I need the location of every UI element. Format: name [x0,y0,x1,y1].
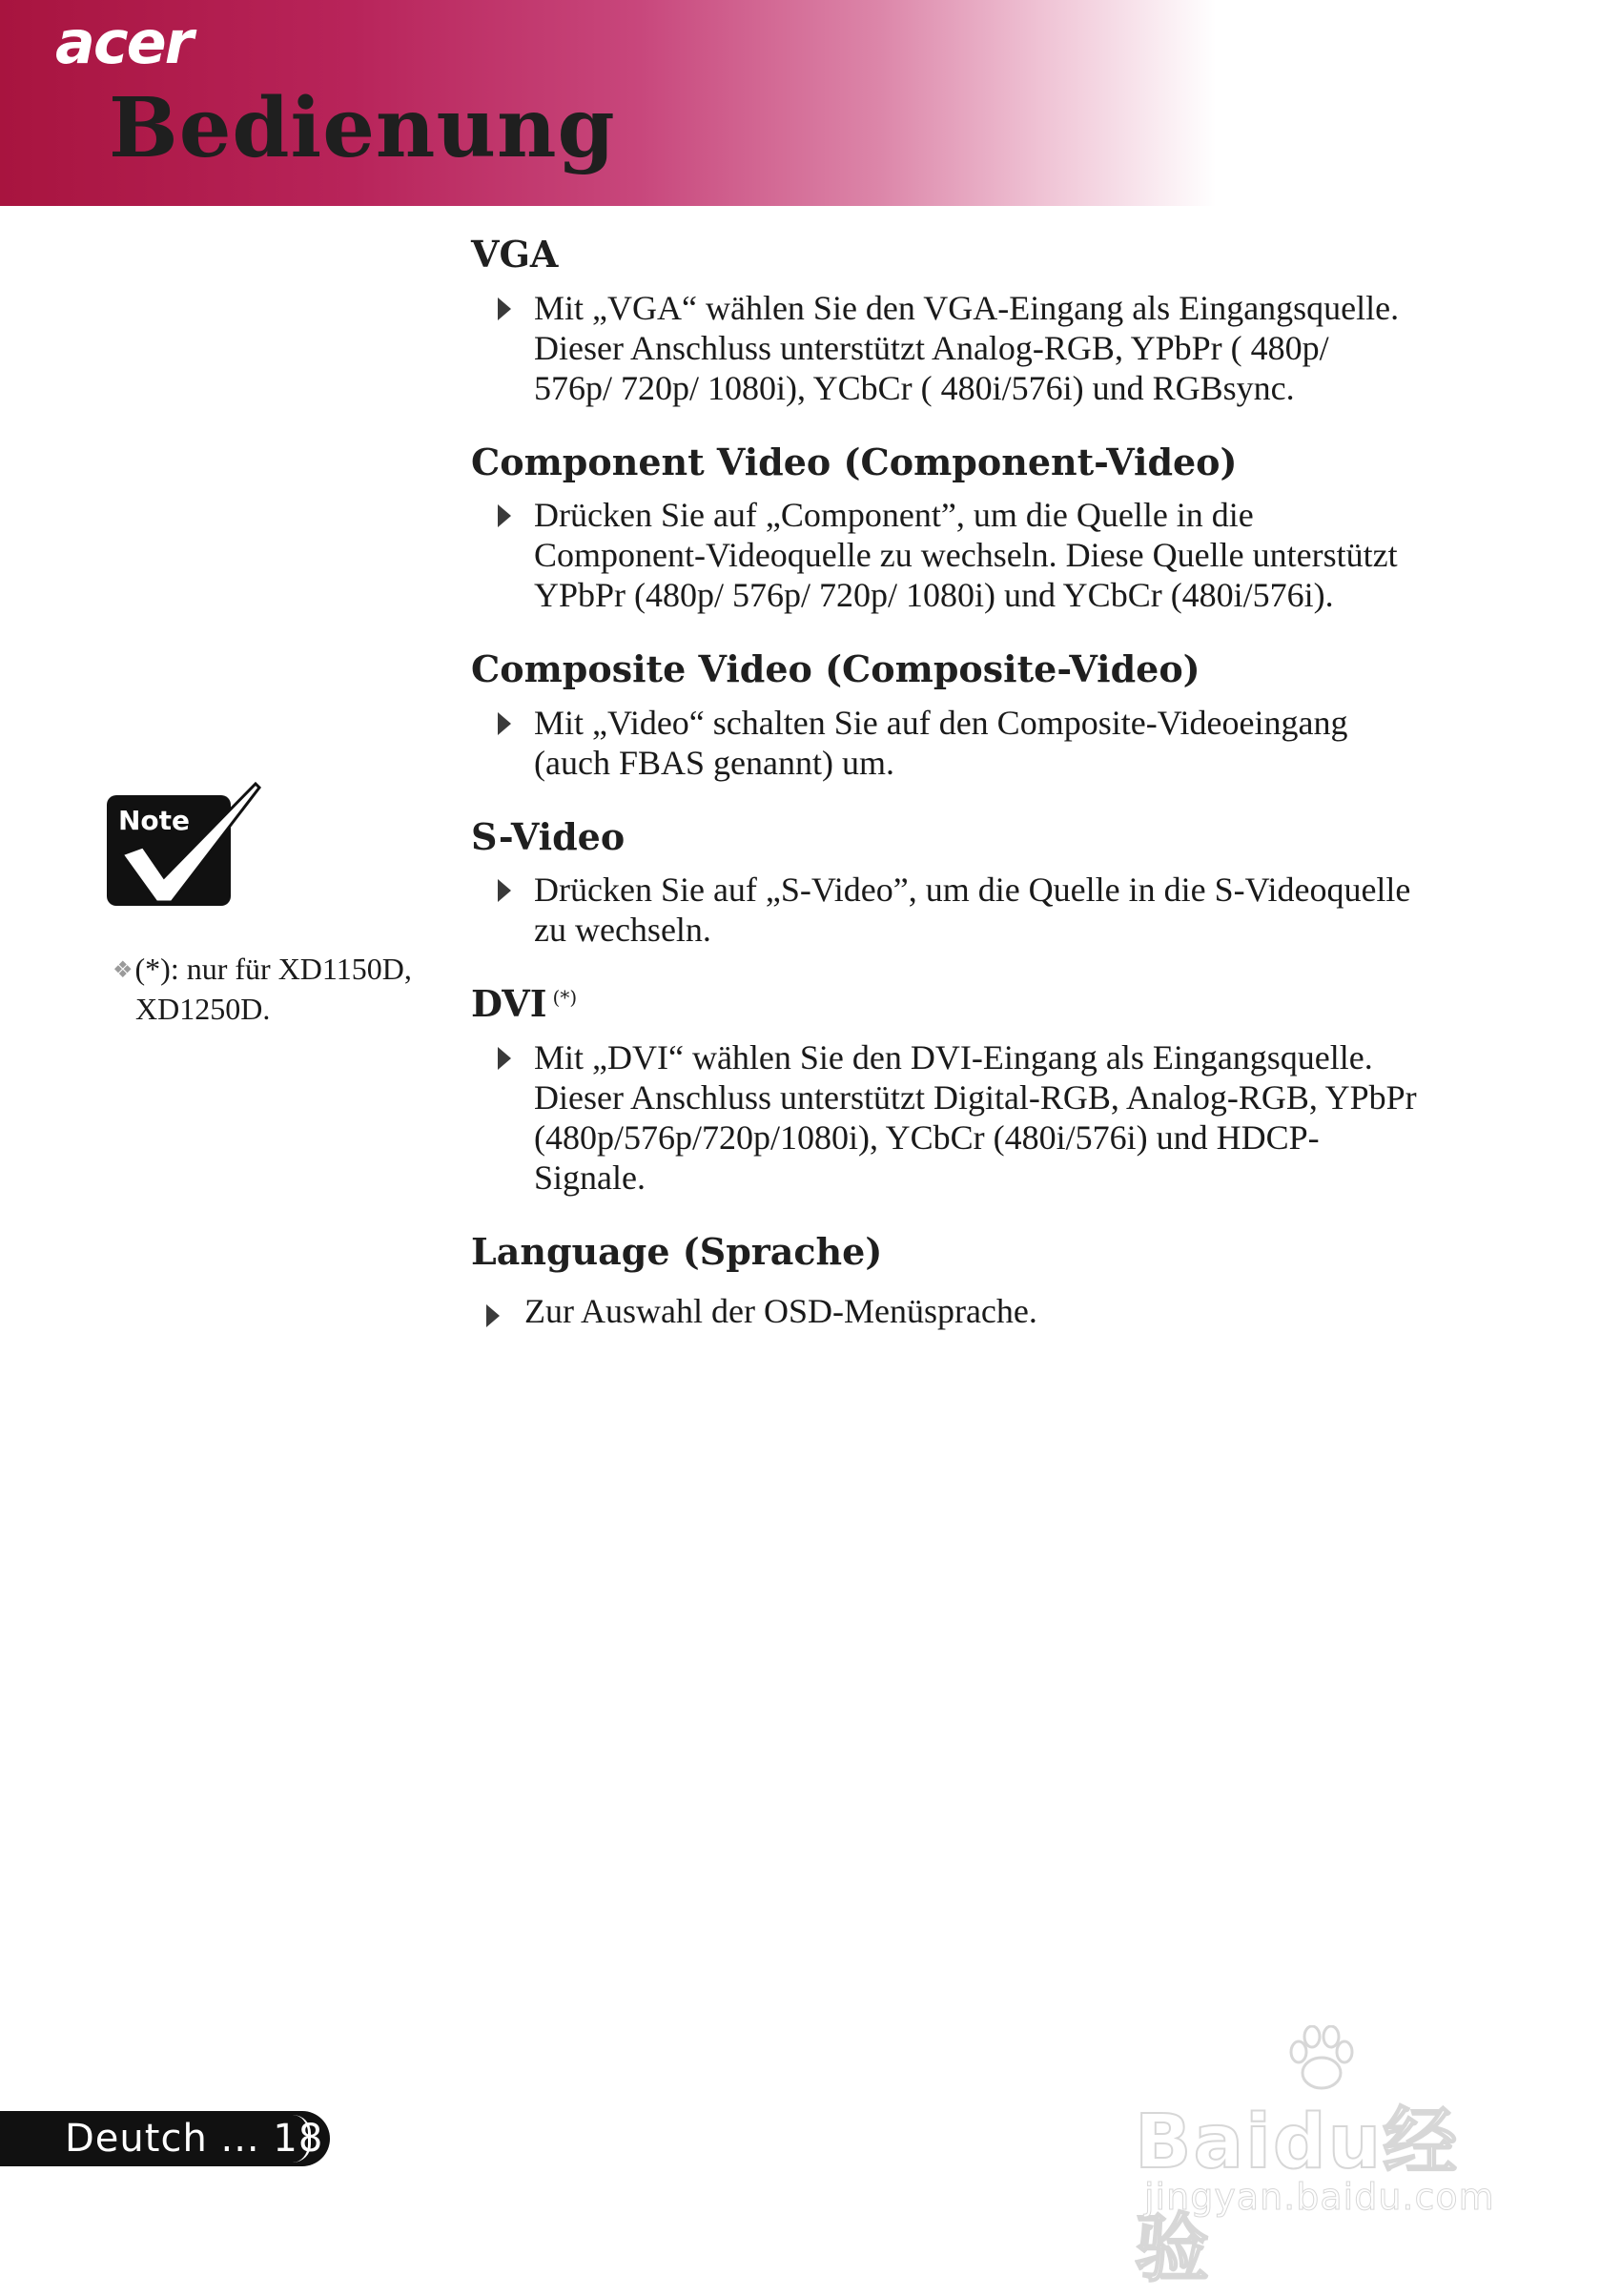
section-heading-s-video [471,815,1520,859]
section-component-video [471,441,1520,616]
text-line: Dieser Anschluss unterstützt Digital-RGB, Analog-RGB, YPbPr [534,1077,1417,1117]
note-text [113,950,437,1028]
heading-text: VGA [471,233,559,276]
triangle-bullet-icon [498,297,511,320]
text-line: Zur Auswahl der OSD-Menüsprache. [524,1291,1037,1330]
text-line: Drücken Sie auf „Component”, um die Quelle in die [534,496,1254,535]
section-heading-dvi [471,982,1520,1026]
section-heading-component-video [471,441,1520,484]
section-vga [471,233,1520,408]
bullet-item [471,1037,1520,1198]
text-line: (480p/576p/720p/1080i), YCbCr (480i/576i) und HDCP- [534,1117,1320,1157]
text-line: Mit „DVI“ wählen Sie den DVI-Eingang als Eingangsquelle. [534,1037,1373,1076]
page-number-label: Deutch ... 18 [65,2117,324,2161]
section-heading-composite-video [471,647,1520,691]
heading-text: S-Video [471,814,626,858]
page-title: Bedienung [109,80,616,176]
watermark-main-text: Baidu经验 [1135,2100,1460,2292]
section-heading-vga [471,233,1520,277]
note-icon-label: Note [118,805,191,836]
bullet-item [471,288,1520,408]
main-content [471,233,1520,1363]
heading-text: DVI [471,982,547,1026]
text-line: Drücken Sie auf „S-Video”, um die Quelle in die S-Videoquelle [534,871,1411,910]
acer-logo: acer [55,8,193,77]
text-line: Signale. [534,1158,646,1197]
bullet-item [471,870,1520,950]
text-line: Dieser Anschluss unterstützt Analog-RGB, YPbPr ( 480p/ [534,328,1329,367]
page-header [0,0,1600,206]
baidu-watermark [1131,2025,1522,2292]
note-line-2: XD1250D. [135,992,271,1026]
bullet-item [471,495,1520,615]
section-dvi [471,982,1520,1198]
text-line: (auch FBAS genannt) um. [534,743,894,782]
text-line: YPbPr (480p/ 576p/ 720p/ 1080i) und YCbCr (480i/576i). [534,576,1334,615]
footnote-marker: (*) [552,985,578,1009]
triangle-bullet-icon [498,1047,511,1070]
text-line: Mit „VGA“ wählen Sie den VGA-Eingang als Eingangsquelle. [534,288,1400,327]
bullet-item [471,1291,1520,1331]
triangle-bullet-icon [498,712,511,735]
diamond-bullet-icon: ❖ [113,958,133,983]
text-line: 576p/ 720p/ 1080i), YCbCr ( 480i/576i) und RGBsync. [534,368,1295,407]
text-line: Component-Videoquelle zu wechseln. Diese Quelle unterstützt [534,536,1398,575]
section-s-video [471,815,1520,951]
text-line: zu wechseln. [534,911,711,950]
section-composite-video [471,647,1520,783]
triangle-bullet-icon [498,879,511,902]
heading-text: Composite Video (Composite-Video) [471,647,1200,691]
heading-text: Language (Sprache) [471,1229,883,1273]
triangle-bullet-icon [486,1304,500,1327]
text-line: Mit „Video“ schalten Sie auf den Composite-Videoeingang [534,703,1348,742]
section-language [471,1230,1520,1331]
triangle-bullet-icon [498,504,511,527]
heading-text: Component Video (Component-Video) [471,440,1238,483]
bullet-item [471,703,1520,783]
note-line-1: (*): nur für XD1150D, [134,952,412,986]
note-icon [105,780,261,910]
section-heading-language [471,1230,1520,1274]
page-number-badge [0,2111,330,2166]
watermark-url-text: jingyan.baidu.com [1144,2176,1495,2218]
